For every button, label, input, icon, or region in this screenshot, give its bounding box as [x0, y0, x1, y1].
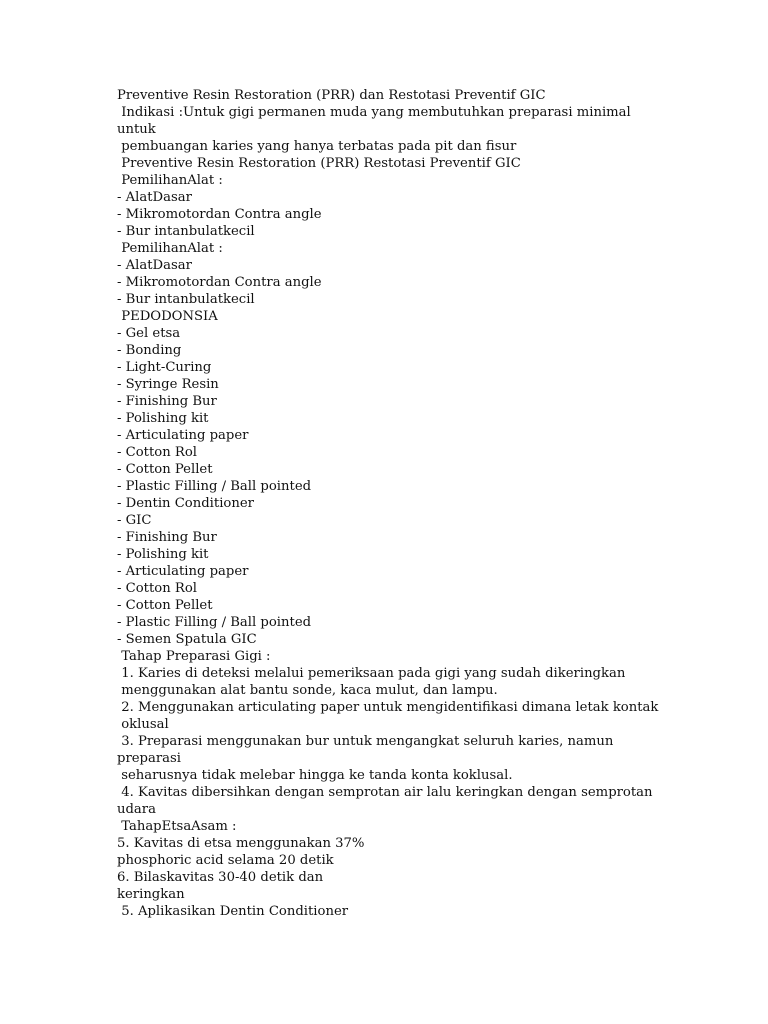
text-line: PEDODONSIA	[117, 309, 218, 324]
text-line: - GIC	[117, 513, 152, 528]
text-line: 5. Kavitas di etsa menggunakan 37%	[117, 836, 365, 851]
text-line: - Light-Curing	[117, 360, 212, 375]
text-line: 1. Karies di deteksi melalui pemeriksaan pada gigi yang sudah dikeringkan	[117, 666, 626, 681]
text-line: udara	[117, 802, 156, 817]
text-line: PemilihanAlat :	[117, 241, 223, 256]
text-line: - Mikromotordan Contra angle	[117, 207, 322, 222]
text-line: - Bonding	[117, 343, 182, 358]
text-line: - Plastic Filling / Ball pointed	[117, 615, 312, 630]
text-line: oklusal	[117, 717, 169, 732]
text-line: - Finishing Bur	[117, 530, 217, 545]
text-line: - Cotton Rol	[117, 445, 197, 460]
text-line: 5. Aplikasikan Dentin Conditioner	[117, 904, 349, 919]
text-line: Preventive Resin Restoration (PRR) Restotasi Preventif GIC	[117, 156, 521, 171]
text-line: PemilihanAlat :	[117, 173, 223, 188]
text-line: - Cotton Pellet	[117, 598, 213, 613]
text-line: 4. Kavitas dibersihkan dengan semprotan air lalu keringkan dengan semprotan	[117, 785, 653, 800]
text-line: seharusnya tidak melebar hingga ke tanda konta koklusal.	[117, 768, 513, 783]
text-line: - Cotton Pellet	[117, 462, 213, 477]
text-line: - Bur intanbulatkecil	[117, 292, 255, 307]
text-line: 2. Menggunakan articulating paper untuk mengidentifikasi dimana letak kontak	[117, 700, 659, 715]
text-line: - Polishing kit	[117, 547, 209, 562]
text-line: - Articulating paper	[117, 564, 249, 579]
text-line: untuk	[117, 122, 156, 137]
text-line: 6. Bilaskavitas 30-40 detik dan	[117, 870, 324, 885]
text-line: - Gel etsa	[117, 326, 181, 341]
document-text	[117, 87, 657, 920]
text-line: - Semen Spatula GIC	[117, 632, 257, 647]
text-line: pembuangan karies yang hanya terbatas pada pit dan fisur	[117, 139, 517, 154]
text-line: TahapEtsaAsam :	[117, 819, 237, 834]
text-line: - Dentin Conditioner	[117, 496, 254, 511]
text-line: - AlatDasar	[117, 258, 192, 273]
text-line: - Cotton Rol	[117, 581, 197, 596]
text-line: phosphoric acid selama 20 detik	[117, 853, 334, 868]
text-line: Tahap Preparasi Gigi :	[117, 649, 271, 664]
text-line: - Syringe Resin	[117, 377, 219, 392]
text-line: Preventive Resin Restoration (PRR) dan Restotasi Preventif GIC	[117, 88, 546, 103]
text-line: - AlatDasar	[117, 190, 192, 205]
text-line: Indikasi :Untuk gigi permanen muda yang membutuhkan preparasi minimal	[117, 105, 631, 120]
text-line: - Polishing kit	[117, 411, 209, 426]
text-line: - Bur intanbulatkecil	[117, 224, 255, 239]
text-line: - Finishing Bur	[117, 394, 217, 409]
text-line: preparasi	[117, 751, 182, 766]
text-line: - Plastic Filling / Ball pointed	[117, 479, 312, 494]
text-line: 3. Preparasi menggunakan bur untuk mengangkat seluruh karies, namun	[117, 734, 614, 749]
text-line: menggunakan alat bantu sonde, kaca mulut, dan lampu.	[117, 683, 498, 698]
text-line: - Articulating paper	[117, 428, 249, 443]
text-line: - Mikromotordan Contra angle	[117, 275, 322, 290]
text-line: keringkan	[117, 887, 185, 902]
